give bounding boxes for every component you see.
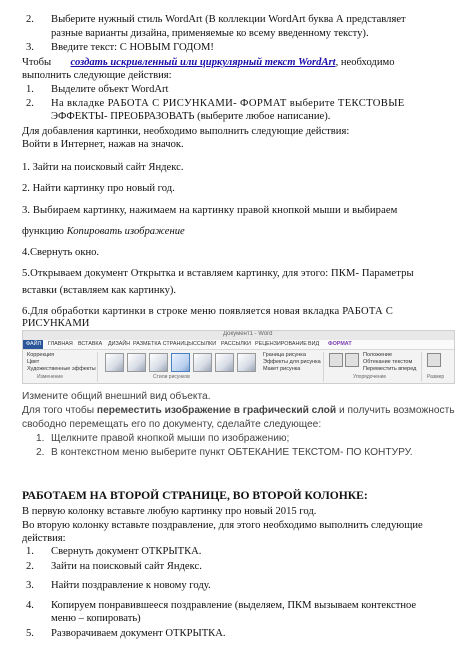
wordart-curved-text-link[interactable]: создать искривленный или циркулярный текст WordArt [70,57,336,68]
gray-text: и получить возможность [336,405,455,416]
paragraph-line: Для добавления картинки, необходимо выполнить следующие действия: [22,126,350,137]
list-number: 3. [26,580,34,591]
gray-list-item: В контекстном меню выберите пункт ОБТЕКАНИЕ ТЕКСТОМ- ПО КОНТУРУ. [51,447,413,458]
list-number: 1. [26,546,34,557]
list-number: 2. [26,98,34,109]
ribbon-separator [421,352,422,382]
list-number: 2. [26,14,34,25]
ribbon-body [23,350,454,383]
ribbon-tab-layout[interactable]: РАЗМЕТКА СТРАНИЦЫ [133,341,194,347]
copy-image-function: Копировать изображение [66,226,185,237]
list-number: 4. [26,600,34,611]
ribbon-position[interactable]: Положение [363,352,393,358]
crop-icon[interactable] [427,353,441,367]
list-item-text: Зайти на поисковый сайт Яндекс. [51,561,202,572]
step-2: 2. Найти картинку про новый год. [22,183,175,194]
ribbon-picture-border[interactable]: Граница рисунка [263,352,306,358]
list-number: 1. [26,84,34,95]
list-item-text: На вкладке РАБОТА С РИСУНКАМИ- ФОРМАТ выберите ТЕКСТОВЫЕ [51,98,405,109]
ribbon-file-tab[interactable] [23,340,43,349]
picture-style-thumbnail[interactable] [149,353,168,372]
ribbon-tab-references[interactable]: ССЫЛКИ [193,341,217,347]
picture-style-thumbnail[interactable] [237,353,256,372]
section-heading: РАБОТАЕМ НА ВТОРОЙ СТРАНИЦЕ, ВО ВТОРОЙ КОЛОНКЕ: [22,489,368,502]
paragraph-text: , необходимо [335,57,395,68]
list-number: 2. [36,447,45,458]
list-item-text: разные варианты дизайна, применяемые ко всему введенному тексту). [51,28,369,39]
step-6: 6.Для обработки картинки в строке меню появляется новая вкладка РАБОТА С [22,306,393,317]
picture-style-thumbnail[interactable] [127,353,146,372]
position-icon[interactable] [329,353,343,367]
word-ribbon-screenshot [22,330,455,384]
list-item-text: Выберите нужный стиль WordArt (В коллекции WordArt буква А представляет [51,14,406,25]
list-item-text: Введите текст: С НОВЫМ ГОДОМ! [51,42,214,53]
ribbon-window-title: Документ1 - Word [223,331,273,337]
list-item-text: меню – копировать) [51,613,141,624]
picture-style-thumbnail[interactable] [193,353,212,372]
ribbon-separator [97,352,98,382]
ribbon-tab-design[interactable]: ДИЗАЙН [108,341,131,347]
paragraph-line: В первую колонку вставьте любую картинку про новый 2015 год. [22,506,317,517]
step-6-continued: РИСУНКАМИ [22,318,90,329]
step-text: функцию [22,226,67,237]
ribbon-wrap-text[interactable]: Обтекание текстом [363,359,413,365]
ribbon-tab-mailings[interactable]: РАССЫЛКИ [221,341,251,347]
ribbon-corrections[interactable]: Коррекция [27,352,55,358]
wrap-text-icon[interactable] [345,353,359,367]
ribbon-color[interactable]: Цвет [27,359,40,365]
list-item-text: Выделите объект WordArt [51,84,169,95]
list-item-text: Найти поздравление к новому году. [51,580,211,591]
ribbon-tab-format[interactable]: ФОРМАТ [328,341,352,347]
ribbon-picture-effects[interactable]: Эффекты для рисунка [263,359,321,365]
list-number: 2. [26,561,34,572]
paragraph-line [22,57,395,69]
list-item-text: Копируем понравившееся поздравление (выделяем, ПКМ вызываем контекстное [51,600,417,611]
list-item-text: Свернуть документ ОТКРЫТКА. [51,546,202,557]
ribbon-separator [323,352,324,382]
ribbon-artistic-effects[interactable]: Художественные эффекты [27,366,96,372]
step-5-continued: вставки (вставляем как картинку). [22,285,177,296]
ribbon-title-bar [23,331,454,340]
picture-style-thumbnail[interactable] [215,353,234,372]
list-number: 1. [36,433,45,444]
ribbon-group-arrange: Упорядочение [353,374,387,380]
paragraph-line: Войти в Интернет, нажав на значок. [22,139,184,150]
picture-style-thumbnail[interactable] [105,353,124,372]
list-number: 5. [26,628,34,639]
step-4: 4.Свернуть окно. [22,247,100,258]
list-number: 3. [26,42,34,53]
gray-text: Для того чтобы [22,405,97,416]
gray-paragraph: Измените общий внешний вид объекта. [22,391,211,402]
ribbon-group-picture-styles: Стили рисунков [153,374,190,380]
paragraph-line: действия: [22,533,66,544]
gray-paragraph [22,405,455,417]
ribbon-tab-home[interactable]: ГЛАВНАЯ [48,341,73,347]
list-item-text: Разворачиваем документ ОТКРЫТКА. [51,628,226,639]
ribbon-bring-forward[interactable]: Переместить вперед [363,366,417,372]
list-item-text: ЭФФЕКТЫ- ПРЕОБРАЗОВАТЬ (выберите любое написание). [51,111,331,122]
ribbon-file-label: ФАЙЛ [26,341,41,347]
paragraph-line: выполнить следующие действия: [22,70,172,81]
ribbon-group-size: Размер [427,374,445,380]
step-1: 1. Зайти на поисковый сайт Яндекс. [22,162,184,173]
gray-bold-text: переместить изображение в графический слой [96,405,337,416]
gray-paragraph: свободно перемещать его по документу, сделайте следующее: [22,419,322,430]
ribbon-tab-review[interactable]: РЕЦЕНЗИРОВАНИЕ [255,341,307,347]
ribbon-tab-view[interactable]: ВИД [308,341,320,347]
paragraph-line: Во вторую колонку вставьте поздравление, для этого необходимо выполнить следующие [22,520,423,531]
picture-style-thumbnail[interactable] [171,353,190,372]
step-5: 5.Открываем документ Открытка и вставляем картинку, для этого: ПКМ- Параметры [22,268,414,279]
paragraph-text: Чтобы [22,57,52,68]
ribbon-tab-insert[interactable]: ВСТАВКА [78,341,103,347]
step-3-continued [22,226,185,238]
ribbon-tab-bar [23,340,454,350]
gray-list-item: Щелкните правой кнопкой мыши по изображению; [51,433,290,444]
step-3: 3. Выбираем картинку, нажимаем на картинку правой кнопкой мыши и выбираем [22,205,398,216]
ribbon-group-adjust: Изменение [37,374,63,380]
ribbon-picture-layout[interactable]: Макет рисунка [263,366,301,372]
